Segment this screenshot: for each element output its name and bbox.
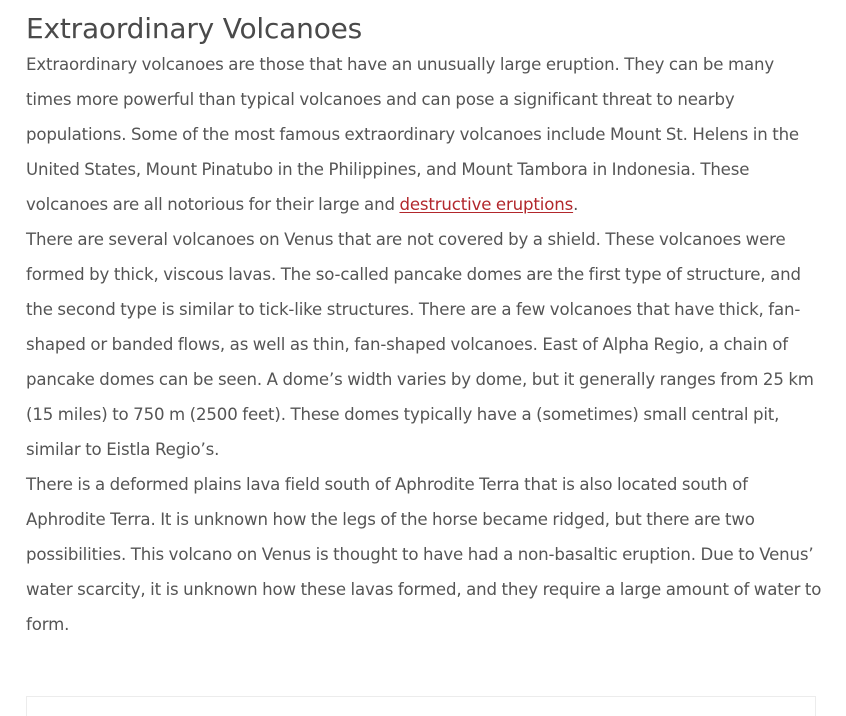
paragraph-extraordinary-volcanoes	[26, 47, 822, 222]
article-content	[26, 0, 822, 642]
article-title: Extraordinary Volcanoes	[26, 12, 363, 45]
content-box-top-edge	[26, 696, 816, 716]
paragraph-venus-volcanoes: There are several volcanoes on Venus that are not covered by a shield. These volcanoes were formed by thick, viscous lavas. The so-called pancake domes are the first type of structure, and the second type is similar to tick-like structures. There are a few volcanoes that have thick, fan-shaped or banded flows, as well as thin, fan-shaped volcanoes. East of Alpha Regio, a chain of pancake domes can be seen. A dome’s width varies by dome, but it generally ranges from 25 km (15 miles) to 750 m (2500 feet). These domes typically have a (sometimes) small central pit, similar to Eistla Regio’s.	[26, 230, 814, 459]
destructive-eruptions-link[interactable]: destructive eruptions	[399, 195, 574, 214]
paragraph-1-trailing: .	[573, 195, 579, 214]
paragraph-1-text: Extraordinary volcanoes are those that have an unusually large eruption. They can be many times more powerful than typical volcanoes and can pose a significant threat to nearby populations. Some of the most famous extraordinary volcanoes include Mount St. Helens in the United States, Mount Pinatubo in the Philippines, and Mount Tambora in Indonesia. These volcanoes are all notorious for their large and	[26, 55, 799, 214]
paragraph-aphrodite-terra: There is a deformed plains lava field south of Aphrodite Terra that is also located south of Aphrodite Terra. It is unknown how the legs of the horse became ridged, but there are two possibilities. This volcano on Venus is thought to have had a non-basaltic eruption. Due to Venus’ water scarcity, it is unknown how these lavas formed, and they require a large amount of water to form.	[26, 475, 822, 634]
